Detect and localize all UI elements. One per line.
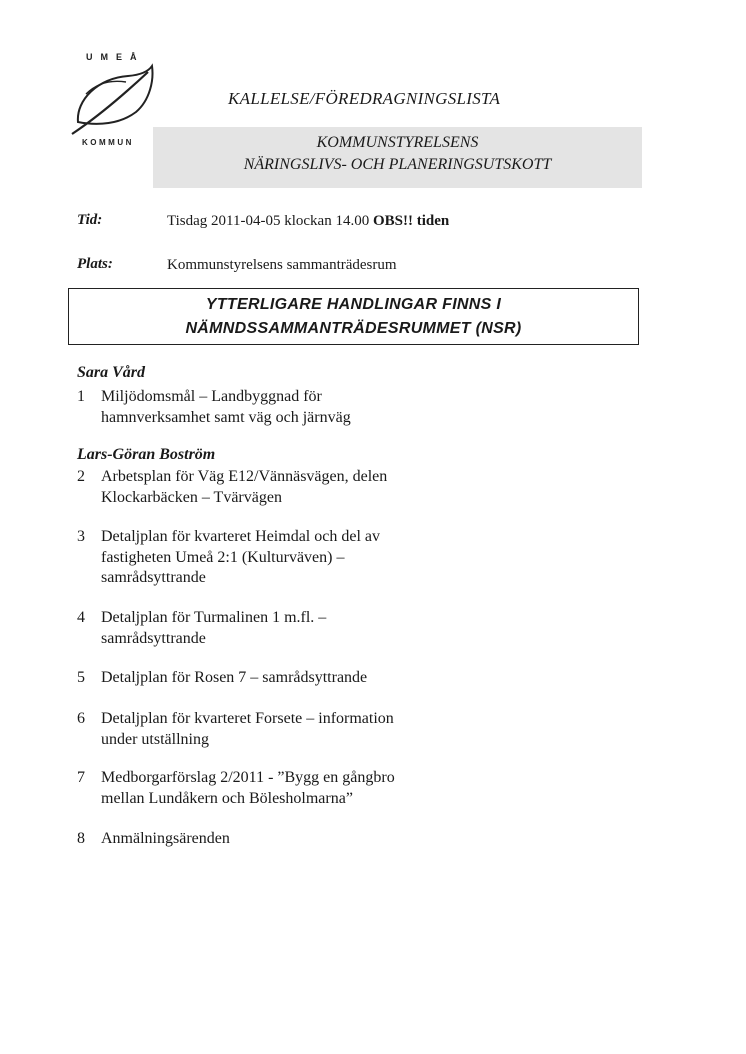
item-text-line: Arbetsplan för Väg E12/Vännäsvägen, delen — [101, 468, 388, 485]
item-text-line: under utställning — [101, 730, 209, 748]
committee-banner — [153, 127, 642, 188]
umea-kommun-logo — [68, 52, 158, 152]
notice-line-1: YTTERLIGARE HANDLINGAR FINNS I — [205, 296, 502, 313]
committee-line-1: KOMMUNSTYRELSENS — [316, 134, 479, 151]
item-text-line: Detaljplan för kvarteret Forsete – information — [101, 710, 394, 727]
logo-bottom-text: KOMMUN — [82, 138, 134, 147]
committee-line-2: NÄRINGSLIVS- OCH PLANERINGSUTSKOTT — [243, 156, 552, 173]
item-text-line: Detaljplan för Rosen 7 – samrådsyttrande — [101, 669, 368, 686]
presenter-name: Lars-Göran Boström — [77, 446, 216, 463]
item-text-line: Detaljplan för Turmalinen 1 m.fl. – — [101, 609, 327, 626]
item-text-line: mellan Lundåkern och Bölesholmarna” — [101, 789, 353, 807]
item-number: 2 — [77, 468, 85, 485]
item-number: 4 — [77, 609, 85, 626]
time-value — [167, 213, 449, 230]
item-number: 5 — [77, 669, 85, 686]
item-number: 8 — [77, 830, 85, 847]
notice-line-2: NÄMNDSSAMMANTRÄDESRUMMET (NSR) — [185, 320, 522, 337]
item-text-line: samrådsyttrande — [101, 569, 206, 586]
item-text-line: Medborgarförslag 2/2011 - ”Bygg en gångbro — [101, 769, 395, 786]
item-number: 7 — [77, 769, 85, 786]
item-text-line: fastigheten Umeå 2:1 (Kulturväven) – — [101, 548, 345, 566]
time-label: Tid: — [77, 212, 103, 228]
presenter-name: Sara Vård — [77, 364, 146, 381]
item-number: 6 — [77, 710, 85, 727]
logo-top-text: UMEÅ — [86, 52, 145, 62]
document-title: KALLELSE/FÖREDRAGNINGSLISTA — [228, 89, 501, 108]
notice-box — [68, 288, 639, 345]
item-text-line: Miljödomsmål – Landbyggnad för — [101, 388, 322, 405]
place-label: Plats: — [77, 256, 113, 272]
leaf-logo-icon — [68, 60, 158, 140]
item-text-line: hamnverksamhet samt väg och järnväg — [101, 408, 351, 426]
item-number: 1 — [77, 388, 85, 405]
time-value-text: Tisdag 2011-04-05 klockan 14.00 — [167, 213, 370, 229]
item-text-line: Anmälningsärenden — [101, 830, 230, 847]
place-value: Kommunstyrelsens sammanträdesrum — [167, 257, 397, 273]
item-number: 3 — [77, 528, 85, 545]
item-text-line: Detaljplan för kvarteret Heimdal och del av — [101, 528, 380, 545]
item-text-line: samrådsyttrande — [101, 629, 206, 647]
item-text-line: Klockarbäcken – Tvärvägen — [101, 488, 282, 506]
time-note: OBS!! tiden — [372, 213, 450, 229]
